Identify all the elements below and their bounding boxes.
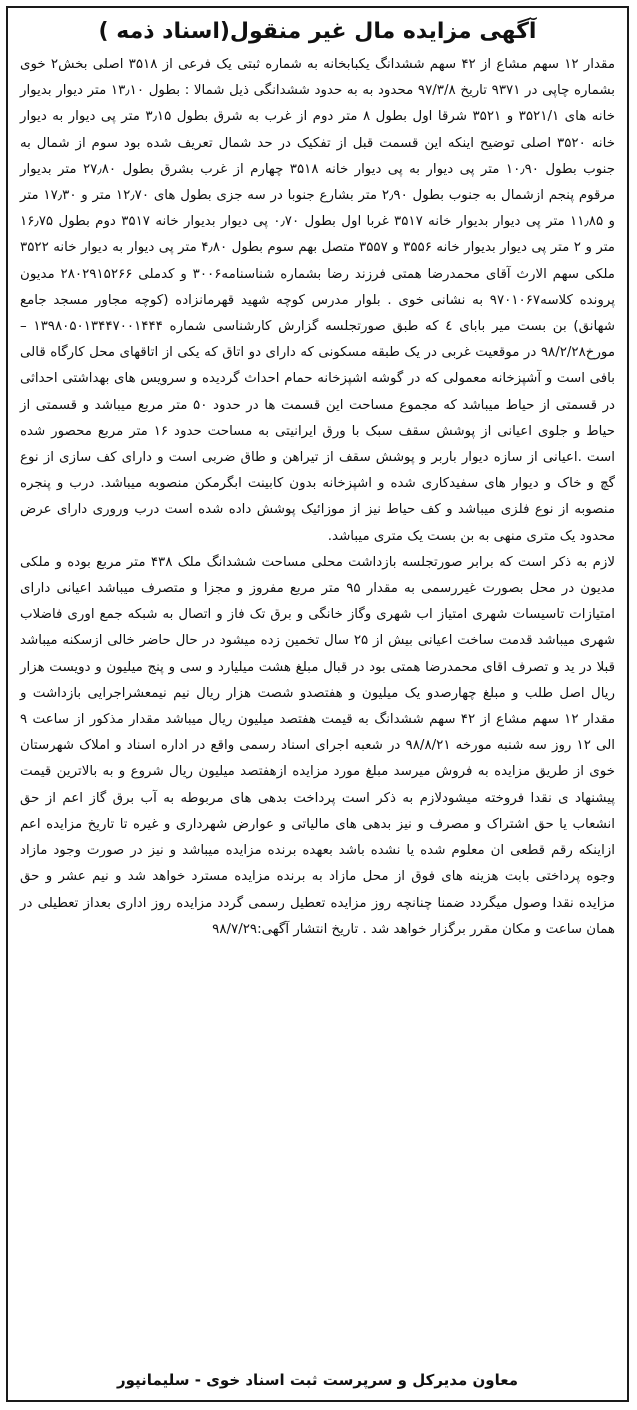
notice-signature: معاون مدیرکل و سرپرست ثبت اسناد خوی - سلیمانپور: [117, 1371, 518, 1389]
notice-paragraph-property: مقدار ۱۲ سهم مشاع از ۴۲ سهم ششدانگ یکبابخانه به شماره ثبتی یک فرعی از ۳۵۱۸ اصلی بخش۲ خوی بشماره چاپی در ۹۳۷۱ تاریخ ۹۷/۳/۸ محدود به به حدود ششدانگی ذیل شمالا : بطول ۱۳٫۱۰ متر دیوار بدیوار خانه های ۳۵۲۱/۱ و ۳۵۲۱ شرقا اول بطول ۸ متر دوم از غرب به شرق بطول ۳٫۱۵ متر پی دیوار به دیوار خانه ۳۵۲۰ اصلی توضیح اینکه این قسمت قبل از تفکیک در حد شمال تعریف شده بود سوم از شمال به جنوب بطول ۱۰٫۹۰ متر پی دیوار به پی دیوار خانه ۳۵۱۸ چهارم از غرب بشرق بطول ۲۷٫۸۰ متر بدیوار مرقوم پنجم ازشمال به جنوب بطول ۲٫۹۰ متر بشارع جنوبا در سه جزی بطول های ۱۲٫۷۰ متر و ۱۷٫۳۰ متر و ۱۱٫۸۵ متر پی دیوار بدیوار خانه ۳۵۱۷ غربا اول بطول ۰٫۷۰ پی دیوار بدیوار خانه ۳۵۱۷ دوم بطول ۱۶٫۷۵ متر و ۲ متر پی دیوار بدیوار خانه ۳۵۵۶ و ۳۵۵۷ متصل بهم سوم بطول ۴٫۸۰ متر پی دیوار به دیوار خانه ۳۵۲۲ ملکی سهم الارث آقای محمدرضا همتی فرزند رضا بشماره شناسنامه۳۰۰۶ و کدملی ۲۸۰۲۹۱۵۲۶۶ مدیون پرونده کلاسه۹۷۰۱۰۶۷ به نشانی خوی . بلوار مدرس کوچه شهید قهرمانزاده (کوچه مجاور مسجد جامع شهانق) بن بست میر بابای ٤ که طبق صورتجلسه گزارش کارشناسی شماره ۱۳۹۸۰۵۰۱۳۴۴۷۰۰۱۴۴۴ – مورخ۹۸/۲/۲۸ در موقعیت غربی در یک طبقه مسکونی که دارای دو اتاق که یکی از اتاقهای محل کارگاه قالی بافی است و آشپزخانه معمولی که در گوشه اشپزخانه حمام احداث گردیده و سرویس های بهداشتی احداثی در قسمتی از حیاط میباشد که مجموع مساحت این قسمت ها در حدود ۵۰ متر مربع میباشد و قسمتی از حیاط و جلوی اعیانی از پوشش سقف سبک با ورق ایرانیتی به مساحت حدود ۱۶ متر مربع محصور شده است .اعیانی از سازه دیوار باربر و پوشش سقف از تیراهن و طاق ضربی است و دارای کف سازی از نوع گچ و خاک و دیوار های سفیدکاری شده و اشپزخانه بدون کابینت ابگرمکن منصوبه میباشد. درب و پنجره منصوبه از نوع فلزی میباشد و کف حیاط نیز از موزائیک پوشش داده شده است درب وروری دارای عرض محدود یک متری منهی به بن بست یک متری میباشد.: [20, 57, 616, 544]
notice-paragraph-terms: لازم به ذکر است که برابر صورتجلسه بازداشت محلی مساحت ششدانگ ملک ۴۳۸ متر مربع بوده و ملکی مدیون در محل بصورت غیررسمی به مقدار ۹۵ متر مربع مفروز و مجزا و متصرف میباشد اعیانی دارای امتیازات تاسیسات شهری امتیاز اب شهری وگاز خانگی و برق تک فاز و اتصال به شبکه جمع اوری فاضلاب شهری میباشد قدمت ساخت اعیانی بیش از ۲۵ سال تخمین زده میشود در حال حاضر خالی ازسکنه میباشد قبلا در ید و تصرف اقای محمدرضا همتی بود در قبال مبلغ هشت میلیارد و سی و پنج میلیون و دویست هزار ریال اصل طلب و مبلغ چهارصدو یک میلیون و هفتصدو شصت هزار ریال نیم نیمعشراجرایی بازداشت و مقدار ۱۲ سهم مشاع از ۴۲ سهم ششدانگ به قیمت هفتصد میلیون ریال میباشد مقدار مذکور از ساعت ۹ الی ۱۲ روز سه شنبه مورخه ۹۸/۸/۲۱ در شعبه اجرای اسناد رسمی واقع در اداره اسناد و املاک شهرستان خوی از طریق مزایده به فروش میرسد مبلغ مورد مزایده ازهفتصد میلیون ریال شروع و به بالاترین قیمت پیشنهاد ی نقدا فروخته میشودلازم به ذکر است پرداخت بدهی های مربوطه به آب برق گاز اعم از حق انشعاب یا حق اشتراک و مصرف و نیز بدهی های مالیاتی و عوارض شهرداری و غیره تا تاریخ مزایده اعم ازاینکه رقم قطعی ان معلوم شده یا نشده باشد بعهده برنده مزایده میباشد و نیز در صورت وجود مازاد وجوه پرداختی بابت هزینه های فوق از محل مازاد به برنده مزایده مسترد خواهد شد و نیم عشر و حق مزایده نقدا وصول میگردد ضمنا چنانچه روز مزایده تعطیل رسمی گردد مزایده روز اداری بعداز تعطیلی در همان ساعت و مکان مقرر برگزار خواهد شد . تاریخ انتشار آگهی:۹۸/۷/۲۹: [20, 554, 616, 937]
notice-body: [20, 52, 615, 943]
auction-notice: [6, 6, 629, 1402]
notice-title: آگهی مزایده مال غیر منقول(اسناد ذمه ): [98, 19, 537, 44]
